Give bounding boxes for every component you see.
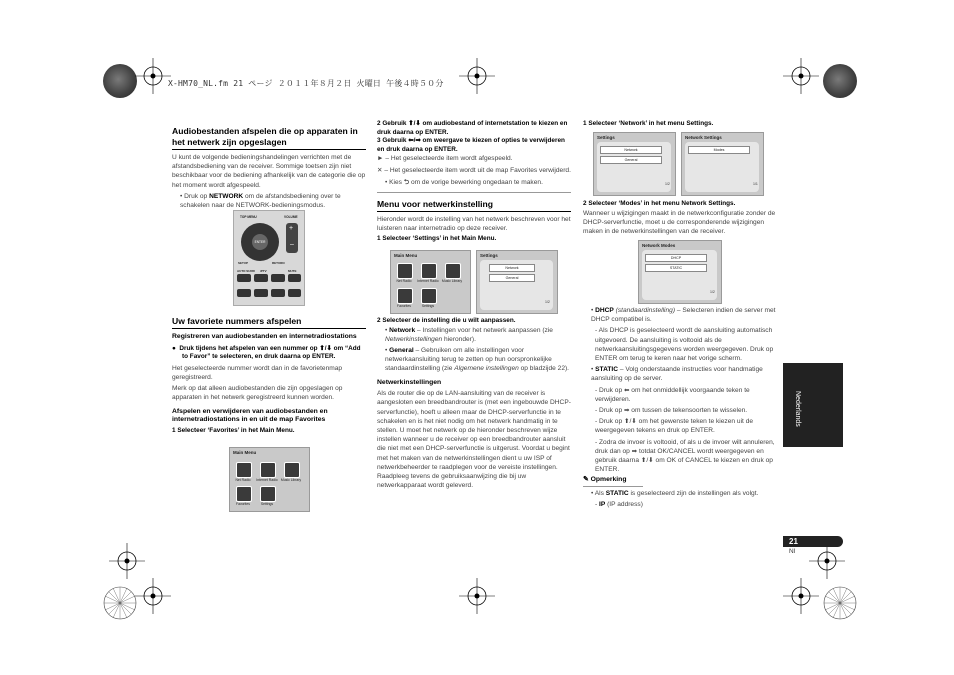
page-indicator: 1/2	[545, 300, 550, 304]
screenshot-network-modes	[638, 240, 722, 304]
network-mode-static: STATIC	[645, 264, 707, 272]
divider	[377, 192, 571, 193]
favorites-icon	[236, 486, 252, 502]
menu-label: Music Library	[441, 279, 463, 283]
settings-item-network: Network	[489, 264, 535, 272]
remote-button	[237, 289, 251, 297]
screenshot-settings-network	[593, 132, 676, 196]
crosshair-mark	[109, 543, 145, 579]
column-3-lower	[583, 306, 779, 511]
bullet-network-mode: • Druk op NETWORK om de afstandsbediening over te schakelen naar de NETWORK-bedieningsmodus.	[180, 192, 341, 210]
bullet-network: • Network – Instellingen voor het netwerk aanpassen (zie Netwerkinstellingen hieronder).	[385, 326, 553, 343]
network-settings-item-modes: Modes	[688, 146, 750, 154]
minus-icon: –	[290, 241, 294, 248]
rosette-mark-bottom-left	[103, 586, 137, 620]
page-indicator: 1/1	[753, 182, 758, 186]
static-step: - Druk op ⬅ om het onmiddellijk voorgaande teken te verwijderen.	[595, 386, 750, 403]
step-select-setting: 2 Selecteer de instelling die u wilt aanpassen.	[377, 317, 516, 324]
remote-label-auto-surr: AUTO SURR	[237, 269, 255, 273]
column-3-mid	[583, 200, 779, 238]
static-step: - Druk op ➡ om tussen de tekensoorten te wisselen.	[595, 407, 748, 415]
screen-title: Main Menu	[394, 253, 418, 258]
remote-button	[288, 274, 301, 282]
screen-title: Network Modes	[642, 243, 676, 248]
subsection-network-settings: Netwerkinstellingen	[377, 378, 442, 386]
bullet-general: • General – Gebruiken om alle instellingen voor netwerkaansluiting terug te zetten op hun oorspronkelijke standaardinstelling (zie Algemene instellingen op bladzijde 22).	[385, 347, 570, 373]
page-number: 21	[783, 536, 843, 547]
menu-label: Net Radio	[235, 478, 251, 482]
crosshair-mark	[135, 578, 171, 614]
note-icon: ✎	[583, 476, 591, 484]
divider	[583, 486, 643, 487]
section-intro: U kunt de volgende bedieningshandelingen verrichten met de afstandsbediening van de receiver. Sommige toetsen zijn niet beschikbaar voor de bediening afhankelijk van de categorie die op het moment wordt afgespeeld.	[172, 154, 366, 189]
language-tab	[783, 363, 843, 447]
paragraph: Merk op dat alleen audiobestanden die zijn opgeslagen op apparaten in het netwerk geregistreerd kunnen worden.	[172, 385, 343, 402]
menu-label: Music Library	[280, 478, 302, 482]
bullet-dhcp: • DHCP (standaardinstelling) – Selecteren indien de server met DHCP compatibel is.	[591, 307, 776, 324]
net-radio-icon	[236, 462, 252, 478]
dhcp-detail: - Als DHCP is geselecteerd wordt de aansluiting automatisch uitgevoerd. De aansluiting is voltooid als de netwerkaansluitingsgegevens worden weergegeven. Druk op ENTER om terug te keren naar het vorige scherm.	[595, 327, 774, 363]
remote-button	[237, 274, 251, 282]
screen-title: Settings	[597, 135, 615, 140]
page-indicator: 1/2	[665, 182, 670, 186]
step-select-settings: 1 Selecteer ‘Settings’ in het Main Menu.	[377, 235, 497, 243]
remote-button	[271, 289, 285, 297]
screenshot-main-menu-favorites	[229, 447, 310, 512]
screenshot-settings-menu	[476, 250, 558, 314]
menu-label: Favorites	[236, 502, 250, 506]
step-select-modes: 2 Selecteer ‘Modes’ in het menu Network Settings.	[583, 200, 736, 207]
crosshair-mark	[135, 58, 171, 94]
favorites-icon	[397, 288, 413, 304]
registration-dot-top-right	[823, 64, 857, 98]
screenshot-network-settings	[681, 132, 764, 196]
column-2-lower	[377, 317, 571, 492]
settings-item-network: Network	[600, 146, 662, 154]
step-add-favorite: ● Druk tijdens het afspelen van een nummer op ⬆/⬇ om “Add to Favor” te selecteren, en druk daarna op ENTER.	[172, 344, 361, 361]
step-select-network: 1 Selecteer ‘Network’ in het menu Settings.	[583, 120, 714, 127]
menu-label: Net Radio	[396, 279, 412, 283]
step-choose-option: 3 Gebruik ⬅/➡ om weergave te kiezen of opties te verwijderen en druk daarna op ENTER.	[377, 137, 565, 153]
return-icon: ⮌	[403, 178, 410, 186]
bullet-return: • Kies ⮌ om de vorige bewerking ongedaan te maken.	[385, 178, 543, 186]
menu-label: Settings	[260, 502, 274, 506]
remote-button	[254, 289, 268, 297]
settings-item-general: General	[600, 156, 662, 164]
menu-label: Favorites	[397, 304, 411, 308]
note-bullet: • Als STATIC is geselecteerd zijn de instellingen als volgt.	[591, 490, 759, 498]
static-step: - Zodra de invoer is voltooid, of als u de invoer wilt annuleren, druk dan op ➡ totdat OK/CANCEL wordt weergegeven en gebruik daarna ⬆/⬇ om OK of CANCEL te kiezen en druk op ENTER.	[595, 438, 775, 474]
play-note: ► – Het geselecteerde item wordt afgespeeld.	[377, 155, 513, 163]
page-language: Nl	[789, 548, 796, 555]
crosshair-mark	[459, 578, 495, 614]
section-intro: Hieronder wordt de instelling van het netwerk beschreven voor het luisteren naar internetradio op deze receiver.	[377, 215, 571, 233]
step-choose-file: 2 Gebruik ⬆/⬇ om audiobestand of internetstation te kiezen en druk daarna op ENTER.	[377, 120, 568, 136]
remote-button	[271, 274, 285, 282]
crosshair-mark	[783, 578, 819, 614]
note-ip: - IP (IP address)	[595, 501, 643, 509]
remove-note: ✕ – Het geselecteerde item wordt uit de map Favorites verwijderd.	[377, 166, 571, 174]
internet-radio-icon	[421, 263, 437, 279]
note-title: ✎ Opmerking	[583, 476, 627, 484]
paragraph: Als de router die op de LAN-aansluiting van de receiver is aangesloten een breedbandrouter is (met een ingebouwde DHCP-serverfunctie), hoeft u alleen maar de DHCP-serverfunctie in te schakelen en is het niet nodig om het netwerk handmatig in te stellen. U moet het netwerk op de hieronder beschreven wijze instellen wanneer u de receiver op een breedbandrouter aansluit die niet met een DHCP-serverfunctie is uitgerust. Voordat u begint met het maken van de netwerkinstellingen dient u uw ISP of netwerkbeheerder te raadplegen voor de vereiste instellingen. Raadpleeg tevens de gebruiksaanwijzing die bij uw netwerkapparaat wordt geleverd.	[377, 390, 571, 490]
remote-button	[254, 274, 268, 282]
crosshair-mark	[809, 543, 845, 579]
remote-control-illustration	[233, 210, 305, 306]
crosshair-mark	[459, 58, 495, 94]
remote-label-iptv: iPTV	[260, 269, 267, 273]
plus-icon: +	[289, 225, 294, 232]
crosshair-mark	[783, 58, 819, 94]
paragraph: Wanneer u wijzigingen maakt in de netwerkconfiguratie zonder de DHCP-serverfunctie, moet u de corresponderende wijzigingen maken in de netwerkinstellingen van de receiver.	[583, 209, 776, 235]
registration-dot-top-left	[103, 64, 137, 98]
language-tab-label: Nederlands	[794, 391, 801, 427]
remote-button	[288, 289, 301, 297]
column-3	[583, 120, 779, 129]
section-title-favorites: Uw favoriete nummers afspelen	[172, 316, 366, 329]
column-1-lower	[172, 316, 366, 435]
screenshot-main-menu-settings	[390, 250, 471, 314]
settings-icon	[421, 288, 437, 304]
internet-radio-icon	[260, 462, 276, 478]
column-2	[377, 120, 571, 244]
section-title-network-settings: Menu voor netwerkinstelling	[377, 199, 571, 212]
section-title-network-playback: Audiobestanden afspelen die op apparaten in het netwerk zijn opgeslagen	[172, 126, 366, 150]
screen-title: Settings	[480, 253, 498, 258]
step-select-favorites: 1 Selecteer ‘Favorites’ in het Main Menu.	[172, 426, 295, 434]
settings-item-general: General	[489, 274, 535, 282]
remote-label-return: RETURN	[272, 261, 285, 265]
remote-label-mute: MUTE	[288, 269, 297, 273]
column-1	[172, 126, 366, 212]
subsection-play-remove: Afspelen en verwijderen van audiobestanden en internetradiostations in en uit de map Favorites	[172, 407, 328, 424]
settings-icon	[260, 486, 276, 502]
screen-title: Network Settings	[685, 135, 722, 140]
menu-label: Settings	[421, 304, 435, 308]
remote-label-setup: SETUP	[238, 261, 249, 265]
paragraph: Het geselecteerde nummer wordt dan in de favorietenmap geregistreerd.	[172, 364, 343, 381]
remote-label-top-menu: TOP MENU	[240, 215, 257, 219]
screen-title: Main Menu	[233, 450, 257, 455]
music-library-icon	[284, 462, 300, 478]
menu-label: Internet Radio	[256, 478, 278, 482]
network-mode-dhcp: DHCP	[645, 254, 707, 262]
static-step: - Druk op ⬆/⬇ om het gewenste teken te kiezen uit de weergegeven tekens en druk op ENTER.	[595, 418, 754, 435]
music-library-icon	[445, 263, 461, 279]
remote-label-volume: VOLUME	[284, 215, 298, 219]
net-radio-icon	[397, 263, 413, 279]
subsection-register: Registreren van audiobestanden en internetradiostations	[172, 333, 357, 340]
page-indicator: 1/2	[710, 290, 715, 294]
bullet-static: • STATIC – Volg onderstaande instructies voor handmatige aansluiting op de server.	[591, 366, 763, 383]
header-file-line: X-HM70_NL.fm 21 ページ ２０１１年８月２日 火曜日 午後４時５０分	[168, 79, 444, 88]
remote-enter-button: ENTER	[252, 234, 268, 250]
menu-label: Internet Radio	[417, 279, 439, 283]
rosette-mark-bottom-right	[823, 586, 857, 620]
